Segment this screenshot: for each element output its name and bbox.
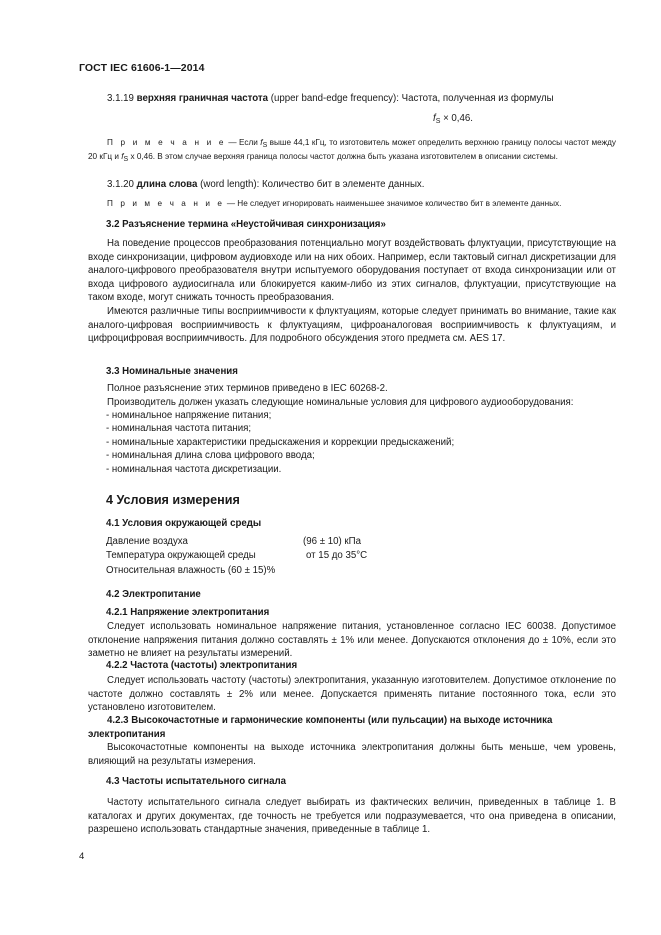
paragraph: Высокочастотные компоненты на выходе источника электропитания должны быть меньше, чем уровень, влияющий на результаты измерения. [88, 742, 616, 767]
term-number: 3.1.20 [107, 179, 134, 190]
note-2: П р и м е ч а н и е — Не следует игнорировать наименьшее значимое количество бит в элементе данных. [107, 199, 562, 208]
section-heading-4-2-1: 4.2.1 Напряжение электропитания [106, 607, 270, 618]
paragraph: Производитель должен указать следующие номинальные условия для цифрового аудиооборудования: [107, 397, 574, 408]
note-1: П р и м е ч а н и е — Если $f_S$ выше 44,1 кГц, то изготовитель может определить верхнюю границу полосы частот между 20 кГц и $f_S$ x 0,46. В этом случае верхняя граница полосы частот должна быть указана изготовителем в описании системы. [88, 138, 616, 164]
term-name: длина слова [136, 179, 198, 190]
list-item: - номинальное напряжение питания; [106, 410, 272, 421]
term-name: верхняя граничная частота [136, 93, 269, 104]
condition-value: от 15 до 35°С [306, 550, 368, 561]
term-definition: (upper band-edge frequency): Частота, полученная из формулы [270, 93, 554, 104]
paragraph: Следует использовать частоту (частоты) электропитания, указанную изготовителем. Допустимое отклонение по частоте должно составлять ± 2% или менее. Допускается применять питание постоянного тока, если это установлено изготовителем. [88, 675, 616, 714]
term-definition: (word length): Количество бит в элементе данных. [200, 179, 425, 190]
term-number: 3.1.19 [107, 93, 134, 104]
term-3-1-20 [88, 178, 616, 192]
list-item: - номинальная длина слова цифрового ввода; [106, 450, 315, 461]
note-label: П р и м е ч а н и е [107, 199, 225, 208]
paragraph: Полное разъяснение этих терминов приведено в IEC 60268-2. [107, 383, 388, 394]
chapter-heading-4: 4 Условия измерения [106, 493, 240, 507]
condition-label: Температура окружающей среды [106, 550, 256, 561]
term-3-1-19 [88, 92, 616, 106]
note-label: П р и м е ч а н и е [107, 138, 226, 147]
page-number: 4 [79, 851, 85, 862]
section-heading-4-2-3: 4.2.3 Высокочастотные и гармонические компоненты (или пульсации) на выходе источника электропитания [88, 715, 553, 740]
condition-label: Относительная влажность (60 ± 15)% [106, 565, 276, 576]
paragraph: Следует использовать номинальное напряжение питания, установленное согласно IEC 60038. Допустимое отклонение напряжения питания должно составлять ± 1% или менее. Допускаются отклонения до ± 10%, если это заметно не влияет на результаты измерений. [88, 621, 616, 660]
section-heading-3-3: 3.3 Номинальные значения [106, 366, 238, 377]
section-heading-4-2: 4.2 Электропитание [106, 589, 201, 600]
section-heading-3-2: 3.2 Разъяснение термина «Неустойчивая синхронизация» [106, 219, 386, 230]
condition-label: Давление воздуха [106, 536, 188, 547]
formula: $f_S \times 0,46$. [433, 113, 473, 125]
section-heading-4-2-2: 4.2.2 Частота (частоты) электропитания [106, 660, 298, 671]
list-item: - номинальная частота питания; [106, 423, 252, 434]
condition-value: (96 ± 10) кПа [303, 536, 361, 547]
list-item: - номинальные характеристики предыскажения и коррекции предыскажений; [106, 437, 455, 448]
list-item: - номинальная частота дискретизации. [106, 464, 282, 475]
section-heading-4-3: 4.3 Частоты испытательного сигнала [106, 776, 287, 787]
document-header: ГОСТ IEC 61606-1—2014 [79, 62, 205, 74]
section-heading-4-1: 4.1 Условия окружающей среды [106, 518, 262, 529]
paragraph: Имеются различные типы восприимчивости к флуктуациям, которые следует принимать во внимание, такие как аналого-цифровая восприимчивость к флуктуациям, цифроаналоговая восприимчивость к флуктуациям, и цифроцифровая восприимчивость. Для подробного обсуждения этого предмета см. AES 17. [88, 306, 616, 345]
paragraph: На поведение процессов преобразования потенциально могут воздействовать флуктуации, присутствующие на входе синхронизации, цифровом аудиовходе или на них обоих. Например, если тактовый сигнал дискретизации для аналого-цифрового преобразователя внутри испытуемого оборудования поступает от входа синхронизации или от входа цифрового аудиосигнала или блокируется каким-либо из этих сигналов, флуктуации, присутствующие на таком входе, могут снижать точность преобразования. [88, 238, 616, 304]
paragraph: Частоту испытательного сигнала следует выбирать из фактических величин, приведенных в таблице 1. В каталогах и других документах, где точность не требуется или подразумевается, что она приведена в описании, разрешено использовать стандартные значения, приведенные в таблице 1. [88, 797, 616, 836]
